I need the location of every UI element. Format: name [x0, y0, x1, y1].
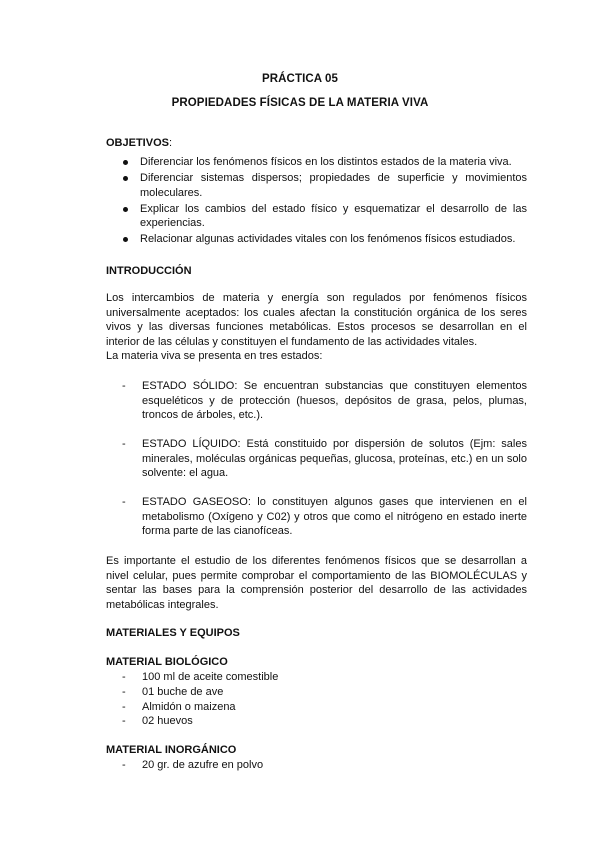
- introduction-heading: INTRODUCCIÓN: [106, 265, 192, 277]
- list-item: [122, 758, 263, 773]
- state-solid-text: ESTADO SÓLIDO: Se encuentran substancias que constituyen elementos esqueléticos y de protección (huesos, depósitos de grasa, pelos, plumas, troncos de árboles, etc.).: [142, 380, 527, 422]
- objective-text: Relacionar algunas actividades vitales con los fenómenos físicos estudiados.: [140, 233, 516, 246]
- state-liquid-text: ESTADO LÍQUIDO: Está constituido por dispersión de solutos (Ejm: sales minerales, moléculas orgánicas pequeñas, glucosa, proteínas, etc.) en un solo solvente: el agua.: [142, 438, 527, 480]
- state-gas-item: [122, 495, 527, 539]
- dash-marker: -: [122, 380, 126, 392]
- practice-title: PRÁCTICA 05: [261, 73, 339, 85]
- objective-text: Diferenciar los fenómenos físicos en los distintos estados de la materia viva.: [140, 156, 512, 168]
- objectives-list: [106, 155, 527, 249]
- biological-material-heading: MATERIAL BIOLÓGICO: [106, 656, 228, 668]
- objective-text: Explicar los cambios del estado físico y esquematizar el desarrollo de las experiencias.: [140, 202, 527, 230]
- objective-item: [106, 232, 527, 247]
- material-text: 100 ml de aceite comestible: [142, 671, 279, 683]
- material-text: 02 huevos: [142, 715, 193, 728]
- objectives-heading-colon: :: [168, 137, 173, 149]
- objective-item: [106, 171, 527, 200]
- material-text: Almidón o maizena: [142, 700, 236, 713]
- materials-heading: MATERIALES Y EQUIPOS: [106, 627, 240, 639]
- inorganic-material-list: [122, 758, 263, 773]
- dash-marker: -: [122, 671, 126, 683]
- dash-marker: -: [122, 700, 126, 713]
- practice-subtitle: PROPIEDADES FÍSICAS DE LA MATERIA VIVA: [171, 97, 429, 109]
- objective-text: Diferenciar sistemas dispersos; propiedades de superficie y movimientos moleculares.: [140, 172, 527, 199]
- objective-item: [106, 155, 527, 170]
- state-gas-text: ESTADO GASEOSO: lo constituyen algunos gases que intervienen en el metabolismo (Oxígeno y C02) y otros que como el nitrógeno en estado inerte forma parte de las cianofíceas.: [142, 496, 527, 538]
- list-item: [122, 685, 278, 700]
- inorganic-material-heading: MATERIAL INORGÁNICO: [106, 744, 237, 756]
- dash-marker: -: [122, 496, 126, 508]
- states-intro: La materia viva se presenta en tres estados:: [106, 350, 323, 362]
- list-item: [122, 670, 278, 685]
- bullet-dot-icon: [123, 237, 128, 242]
- objectives-heading: [106, 137, 172, 149]
- introduction-paragraph: Los intercambios de materia y energía son regulados por fenómenos físicos universalmente aceptados: los cuales afectan la constitución orgánica de los seres vivos y las diversas funciones metabólicas. Estos procesos se desarrollan en el interior de las células y constituyen el fundamento de las actividades vitales.: [106, 292, 527, 348]
- dash-marker: -: [122, 715, 126, 728]
- bullet-dot-icon: [123, 176, 128, 181]
- list-item: [122, 714, 278, 729]
- objectives-heading-text: OBJETIVOS: [106, 137, 169, 149]
- bullet-dot-icon: [123, 207, 128, 212]
- material-text: 20 gr. de azufre en polvo: [142, 759, 264, 771]
- material-text: 01 buche de ave: [142, 685, 224, 698]
- list-item: [122, 700, 278, 715]
- biological-material-list: [122, 670, 278, 729]
- closing-paragraph: Es importante el estudio de los diferentes fenómenos físicos que se desarrollan a nivel celular, pues permite comprobar el comportamiento de las BIOMOLÉCULAS y sentar las bases para la comprensión posterior del desarrollo de las actividades metabólicas integrales.: [106, 555, 527, 611]
- state-liquid-item: [122, 437, 527, 481]
- state-solid-item: [122, 379, 527, 423]
- objective-item: [106, 202, 527, 231]
- dash-marker: -: [122, 685, 126, 698]
- bullet-dot-icon: [123, 160, 128, 165]
- dash-marker: -: [122, 759, 126, 771]
- dash-marker: -: [122, 438, 126, 450]
